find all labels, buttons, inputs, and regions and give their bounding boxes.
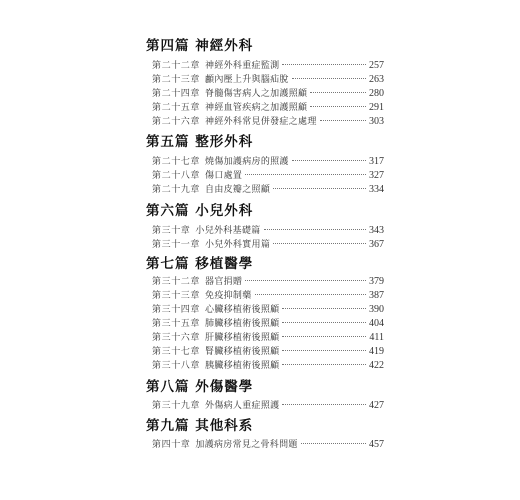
- dot-leader: [282, 64, 366, 65]
- chapter-title: 傷口處置: [205, 171, 243, 181]
- dot-leader: [292, 160, 366, 161]
- toc-entry[interactable]: [152, 101, 384, 115]
- page-number: 457: [369, 439, 384, 450]
- dot-leader: [245, 280, 366, 281]
- dot-leader: [273, 243, 366, 244]
- page-number: 422: [369, 360, 384, 371]
- chapter-number: 第三十一章: [152, 240, 201, 250]
- chapter-number: 第二十二章: [152, 61, 201, 71]
- chapter-title: 心臟移植術後照顧: [205, 305, 280, 315]
- page-number: 367: [369, 239, 384, 250]
- chapter-number: 第二十四章: [152, 89, 201, 99]
- page-number: 280: [369, 88, 384, 99]
- chapter-number: 第二十六章: [152, 117, 201, 127]
- page-number: 257: [369, 60, 384, 71]
- chapter-title: 小兒外科基礎篇: [195, 226, 261, 236]
- part-title-pediatric-surgery: 第六篇 小兒外科: [146, 203, 254, 219]
- toc-entry[interactable]: [152, 438, 384, 452]
- chapter-title: 神經外科常見併發症之處理: [205, 117, 317, 127]
- toc-entry[interactable]: [152, 183, 384, 197]
- dot-leader: [282, 364, 366, 365]
- page-number: 263: [369, 74, 384, 85]
- dot-leader: [282, 322, 366, 323]
- dot-leader: [282, 350, 366, 351]
- chapter-title: 神經血管疾病之加護照顧: [205, 103, 308, 113]
- toc-entry[interactable]: [152, 345, 384, 359]
- chapter-title: 顱內壓上升與腦疝脫: [205, 75, 289, 85]
- page-number: 334: [369, 184, 384, 195]
- toc-entry[interactable]: [152, 59, 384, 73]
- page-number: 303: [369, 116, 384, 127]
- page-number: 291: [369, 102, 384, 113]
- chapter-number: 第三十六章: [152, 333, 201, 343]
- chapter-number: 第二十五章: [152, 103, 201, 113]
- page-number: 404: [369, 318, 384, 329]
- chapter-number: 第三十三章: [152, 291, 201, 301]
- page-number: 317: [369, 156, 384, 167]
- page-number: 427: [369, 400, 384, 411]
- chapter-title: 加護病房常見之骨科問題: [195, 440, 298, 450]
- dot-leader: [320, 120, 366, 121]
- chapter-title: 肺臟移植術後照顧: [205, 319, 280, 329]
- toc-entry[interactable]: [152, 359, 384, 373]
- chapter-title: 燒傷加護病房的照護: [205, 157, 289, 167]
- part-title-transplant-medicine: 第七篇 移植醫學: [146, 256, 254, 272]
- chapter-number: 第三十九章: [152, 401, 201, 411]
- dot-leader: [310, 106, 366, 107]
- chapter-number: 第二十九章: [152, 185, 201, 195]
- toc-entry[interactable]: [152, 289, 384, 303]
- chapter-number: 第三十二章: [152, 277, 201, 287]
- chapter-number: 第四十章: [152, 440, 191, 450]
- chapter-number: 第三十七章: [152, 347, 201, 357]
- chapter-title: 免疫抑制藥: [205, 291, 252, 301]
- dot-leader: [264, 229, 366, 230]
- chapter-number: 第二十八章: [152, 171, 201, 181]
- toc-entry[interactable]: [152, 224, 384, 238]
- part-title-neurosurgery: 第四篇 神經外科: [146, 38, 254, 54]
- dot-leader: [301, 443, 366, 444]
- dot-leader: [282, 308, 366, 309]
- toc-entry[interactable]: [152, 169, 384, 183]
- page-number: 379: [369, 276, 384, 287]
- page-number: 390: [369, 304, 384, 315]
- toc-entry[interactable]: [152, 87, 384, 101]
- chapter-title: 器官捐贈: [205, 277, 243, 287]
- part-title-other-departments: 第九篇 其他科系: [146, 418, 254, 434]
- dot-leader: [273, 188, 366, 189]
- chapter-title: 神經外科重症監測: [205, 61, 280, 71]
- chapter-title: 腎臟移植術後照顧: [205, 347, 280, 357]
- dot-leader: [310, 92, 366, 93]
- chapter-title: 小兒外科實用篇: [205, 240, 271, 250]
- dot-leader: [282, 404, 366, 405]
- toc-entry[interactable]: [152, 317, 384, 331]
- dot-leader: [292, 78, 366, 79]
- chapter-title: 外傷病人重症照護: [205, 401, 280, 411]
- chapter-number: 第三十八章: [152, 361, 201, 371]
- part-title-plastic-surgery: 第五篇 整形外科: [146, 134, 254, 150]
- toc-entry[interactable]: [152, 331, 384, 345]
- chapter-number: 第三十五章: [152, 319, 201, 329]
- toc-entry[interactable]: [152, 155, 384, 169]
- toc-entry[interactable]: [152, 275, 384, 289]
- chapter-title: 胰臟移植術後照顧: [205, 361, 280, 371]
- chapter-number: 第三十章: [152, 226, 191, 236]
- part-title-trauma-medicine: 第八篇 外傷醫學: [146, 379, 254, 395]
- page-number: 411: [369, 332, 384, 343]
- toc-entry[interactable]: [152, 303, 384, 317]
- toc-entry[interactable]: [152, 73, 384, 87]
- dot-leader: [255, 294, 366, 295]
- page-number: 419: [369, 346, 384, 357]
- chapter-number: 第二十三章: [152, 75, 201, 85]
- chapter-number: 第二十七章: [152, 157, 201, 167]
- dot-leader: [245, 174, 366, 175]
- toc-entry[interactable]: [152, 238, 384, 252]
- page-number: 327: [369, 170, 384, 181]
- toc-entry[interactable]: [152, 115, 384, 129]
- dot-leader: [282, 336, 366, 337]
- chapter-title: 脊髓傷害病人之加護照顧: [205, 89, 308, 99]
- page-number: 343: [369, 225, 384, 236]
- chapter-title: 肝臟移植術後照顧: [205, 333, 280, 343]
- toc-entry[interactable]: [152, 399, 384, 413]
- chapter-title: 自由皮瓣之照顧: [205, 185, 271, 195]
- page-number: 387: [369, 290, 384, 301]
- chapter-number: 第三十四章: [152, 305, 201, 315]
